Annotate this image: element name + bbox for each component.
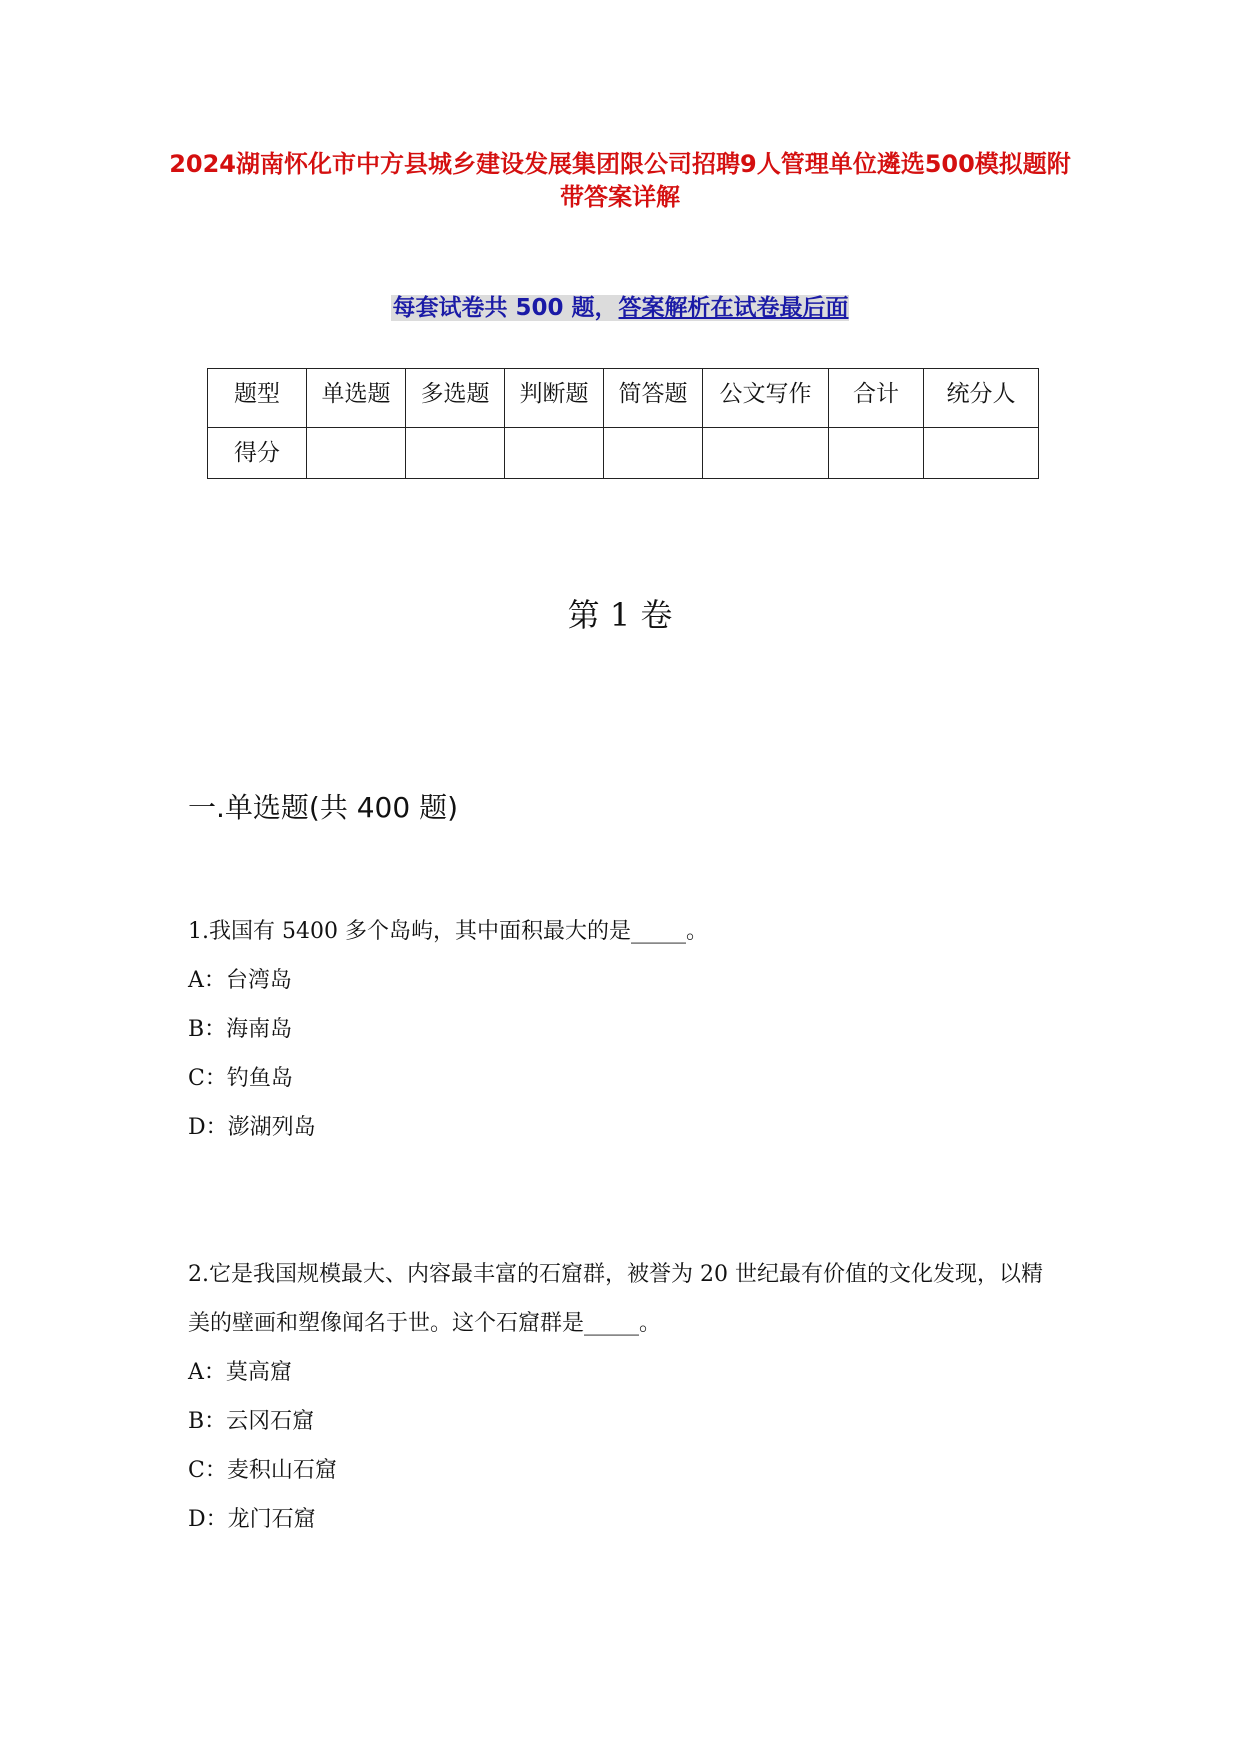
option-c: C：钓鱼岛 [188,1066,293,1091]
score-table-score-row [208,428,1039,479]
question-stem: 1.我国有 5400 多个岛屿，其中面积最大的是_____。 [188,919,708,944]
header-cell-type: 题型 [208,369,307,428]
header-cell-total: 合计 [829,369,924,428]
score-cell [307,428,406,479]
question-1 [188,907,1058,1152]
question-2 [188,1250,1058,1544]
section-title: 一.单选题(共 400 题) [188,791,458,824]
score-cell [604,428,703,479]
option-d: D：龙门石窟 [188,1507,316,1532]
header-cell-multiple-choice: 多选题 [406,369,505,428]
option-c: C：麦积山石窟 [188,1458,337,1483]
score-cell [829,428,924,479]
question-count-note: 每套试卷共 500 题， [392,295,618,321]
header-cell-single-choice: 单选题 [307,369,406,428]
header-cell-grader: 统分人 [924,369,1039,428]
score-table [207,368,1039,479]
document-title: 2024湖南怀化市中方县城乡建设发展集团限公司招聘9人管理单位遴选500模拟题附带答案详解 [169,150,1071,211]
option-b: B：云冈石窟 [188,1409,315,1434]
header-cell-short-answer: 简答题 [604,369,703,428]
volume-title: 第 1 卷 [567,596,673,634]
header-cell-true-false: 判断题 [505,369,604,428]
row-label-score: 得分 [208,428,307,479]
score-cell [703,428,829,479]
question-stem: 2.它是我国规模最大、内容最丰富的石窟群，被誉为 20 世纪最有价值的文化发现，以精美的壁画和塑像闻名于世。这个石窟群是_____。 [188,1262,1043,1336]
exam-info-line [0,292,1240,324]
score-cell [406,428,505,479]
score-cell [505,428,604,479]
option-d: D：澎湖列岛 [188,1115,316,1140]
header-cell-official-writing: 公文写作 [703,369,829,428]
option-b: B：海南岛 [188,1017,293,1042]
score-cell [924,428,1039,479]
option-a: A：莫高窟 [188,1360,292,1385]
answer-location-link[interactable]: 答案解析在试卷最后面 [618,295,849,321]
option-a: A：台湾岛 [188,968,292,993]
score-table-header-row [208,369,1039,428]
